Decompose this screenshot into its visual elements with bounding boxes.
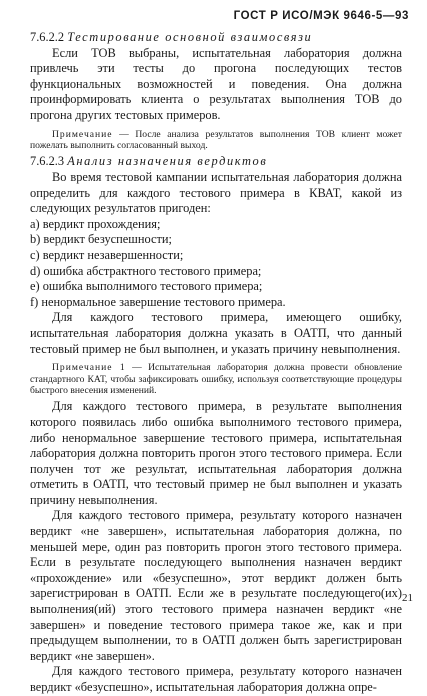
paragraph: Для каждого тестового примера, в результате выполнения которого появилась либо ошибка выполнимого тестового примера, либо ненормальное завершение тестового примера, испытательная лаборатория должна повторить прогон этого тестового примера. Если получен тот же результат, испытательная лаборатория должна отметить в ОАТП, что тестовый пример не был выполнен и указать причину невыполнения.: [30, 399, 402, 507]
document-header: ГОСТ Р ИСО/МЭК 9646-5—93: [233, 10, 409, 22]
list-item: b) вердикт безуспешности;: [30, 232, 172, 247]
section-number: 7.6.2.3: [30, 154, 65, 169]
section-7623-heading: [30, 154, 402, 170]
paragraph: Для каждого тестового примера, результату которого назначен вердикт «безуспешно», испытательная лаборатория должна опре-: [30, 664, 402, 694]
note-text: — Испытательная лаборатория должна провести обновление стандартного КАТ, чтобы зафиксировать ошибку, используя соответствующие процедуры быстрого внесения изменений.: [30, 362, 402, 396]
note-label: Примечание 1: [52, 362, 126, 374]
list-item: a) вердикт прохождения;: [30, 216, 161, 231]
paragraph: Во время тестовой кампании испытательная лаборатория должна определить для каждого тестового примера в КВАТ, какой из следующих результатов пригоден:: [30, 169, 402, 216]
note-text: — После анализа результатов выполнения ТОВ клиент может пожелать выполнить согласованный выход.: [30, 128, 403, 151]
list-item: d) ошибка абстрактного тестового примера;: [30, 263, 262, 278]
page-number: 21: [402, 592, 413, 604]
note-label: Примечание: [52, 128, 113, 140]
note: [30, 129, 402, 152]
section-7622-heading: [30, 30, 402, 46]
list-item: e) ошибка выполнимого тестового примера;: [30, 279, 263, 294]
list-item: c) вердикт незавершенности;: [30, 247, 184, 262]
section-title: Тестирование основной взаимосвязи: [67, 30, 313, 44]
section-title: Анализ назначения вердиктов: [67, 154, 268, 169]
list-item: f) ненормальное завершение тестового примера.: [30, 294, 286, 309]
paragraph: Для каждого тестового примера, имеющего ошибку, испытательная лаборатория должна указать в ОАТП, что данный тестовый пример не был выполнен, и указать причину невыполнения.: [30, 310, 402, 356]
section-number: 7.6.2.2: [30, 30, 65, 44]
paragraph: Если ТОВ выбраны, испытательная лаборатория должна привлечь эти тесты до прогона последующих тестов функциональных возможностей и поведения. Она должна проинформировать клиента о результатах выполнения ТОВ до прогона других тестовых примеров.: [30, 45, 402, 122]
page-content: [30, 30, 402, 696]
paragraph: Для каждого тестового примера, результату которого назначен вердикт «не завершен», испытательная лаборатория должна, по меньшей мере, один раз повторить прогон этого тестового примера. Если в результате последующего выполнения назначен вердикт «прохождение» или «безуспешно», этот вердикт должен быть зарегистрирован в ОАТП. Если же в результате последующего(их) выполнения(ий) этого тестового примера назначен вердикт «не завершен» и поведение тестового примера такое же, как и при предыдущем выполнении, то в ОАТП должен быть зарегистрирован вердикт «не завершен».: [30, 508, 402, 663]
note: [30, 362, 402, 396]
